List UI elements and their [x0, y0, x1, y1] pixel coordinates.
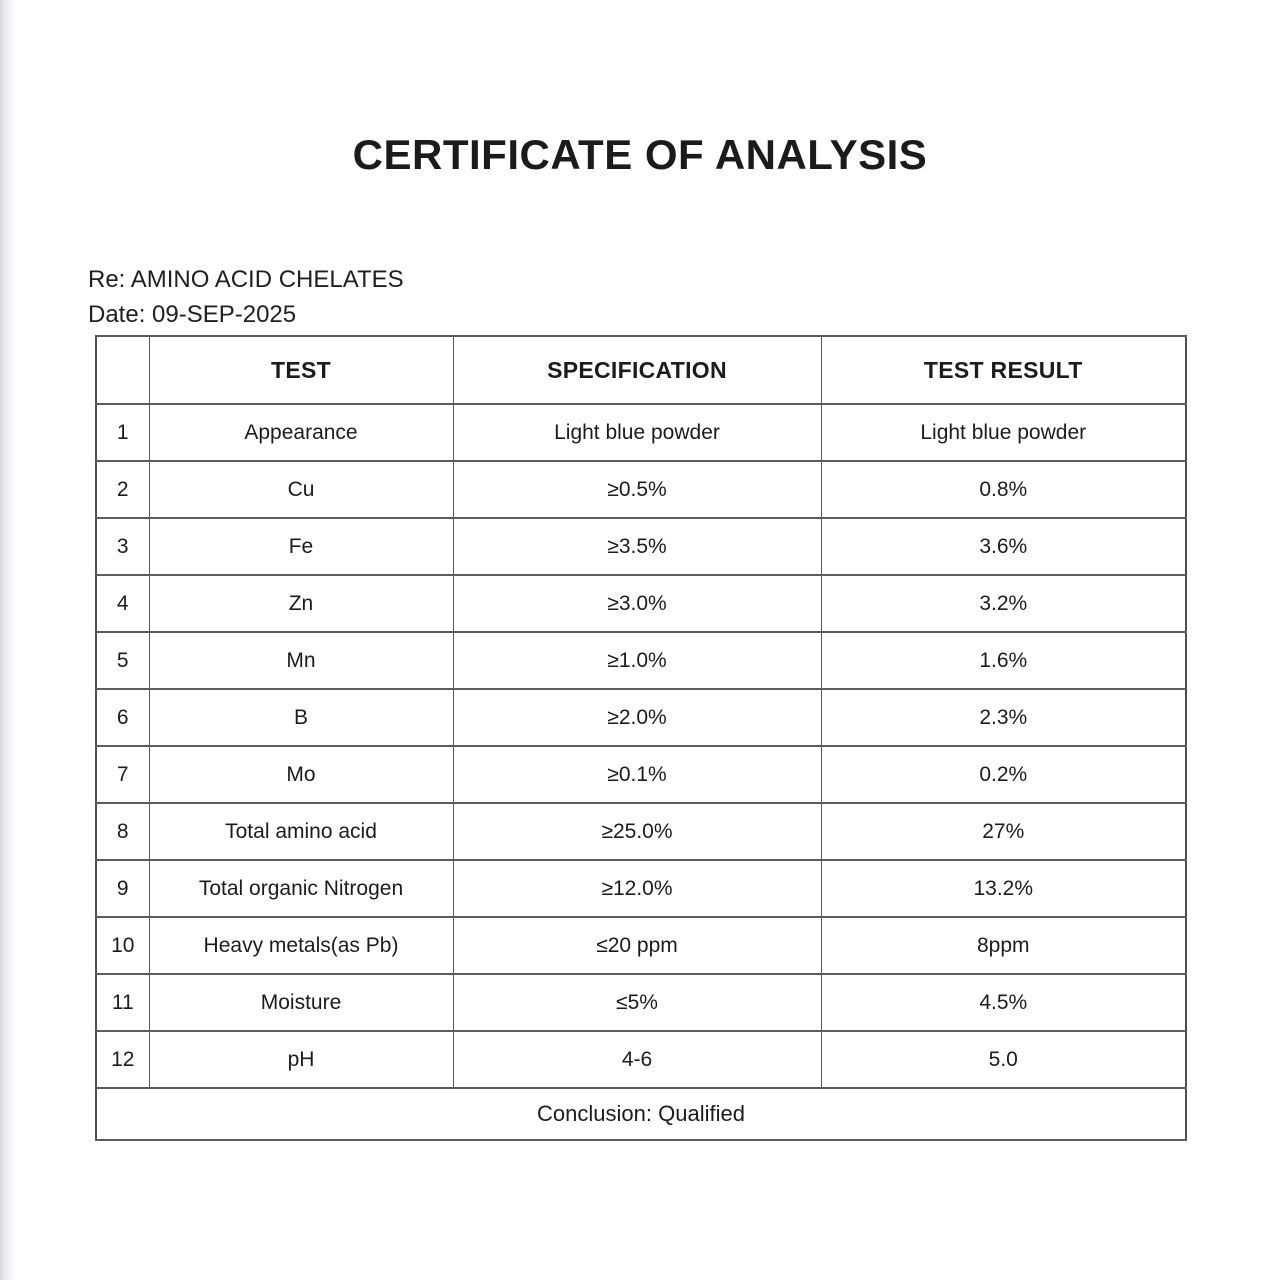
spec-cell: ≥3.5%	[453, 518, 821, 575]
result-cell: 3.6%	[821, 518, 1186, 575]
row-number-cell: 7	[96, 746, 149, 803]
result-cell: 5.0	[821, 1031, 1186, 1088]
conclusion-cell: Conclusion: Qualified	[96, 1088, 1186, 1140]
test-cell: Zn	[149, 575, 453, 632]
page-title: CERTIFICATE OF ANALYSIS	[352, 131, 928, 178]
test-cell: Moisture	[149, 974, 453, 1031]
test-cell: Total organic Nitrogen	[149, 860, 453, 917]
spec-cell: ≥3.0%	[453, 575, 821, 632]
row-number-cell: 8	[96, 803, 149, 860]
row-number-cell: 3	[96, 518, 149, 575]
result-cell: 3.2%	[821, 575, 1186, 632]
result-cell: 0.2%	[821, 746, 1186, 803]
page-scan-edge	[0, 0, 16, 1280]
result-cell: 4.5%	[821, 974, 1186, 1031]
test-cell: Fe	[149, 518, 453, 575]
date-line: Date: 09-SEP-2025	[88, 301, 297, 328]
spec-cell: ≥0.5%	[453, 461, 821, 518]
table-header-row	[96, 336, 1186, 404]
result-cell: Light blue powder	[821, 404, 1186, 461]
table-row	[96, 632, 1186, 689]
table-row	[96, 917, 1186, 974]
row-number-cell: 5	[96, 632, 149, 689]
table-row	[96, 803, 1186, 860]
test-cell: Appearance	[149, 404, 453, 461]
table-row	[96, 461, 1186, 518]
conclusion-row	[96, 1088, 1186, 1140]
table-row	[96, 1031, 1186, 1088]
row-number-cell: 10	[96, 917, 149, 974]
test-cell: Cu	[149, 461, 453, 518]
test-cell: B	[149, 689, 453, 746]
table-row	[96, 974, 1186, 1031]
spec-cell: ≤20 ppm	[453, 917, 821, 974]
table-row	[96, 404, 1186, 461]
table-row	[96, 518, 1186, 575]
row-number-cell: 2	[96, 461, 149, 518]
row-number-cell: 6	[96, 689, 149, 746]
spec-cell: ≥1.0%	[453, 632, 821, 689]
col-header-number	[96, 336, 149, 404]
spec-cell: ≤5%	[453, 974, 821, 1031]
table-row	[96, 575, 1186, 632]
col-header-test-result: TEST RESULT	[821, 336, 1186, 404]
spec-cell: ≥25.0%	[453, 803, 821, 860]
row-number-cell: 4	[96, 575, 149, 632]
spec-cell: ≥2.0%	[453, 689, 821, 746]
table-row	[96, 860, 1186, 917]
spec-cell: 4-6	[453, 1031, 821, 1088]
col-header-test: TEST	[149, 336, 453, 404]
test-cell: Heavy metals(as Pb)	[149, 917, 453, 974]
row-number-cell: 11	[96, 974, 149, 1031]
spec-cell: Light blue powder	[453, 404, 821, 461]
spec-cell: ≥12.0%	[453, 860, 821, 917]
analysis-table	[95, 335, 1187, 1141]
result-cell: 13.2%	[821, 860, 1186, 917]
test-cell: pH	[149, 1031, 453, 1088]
result-cell: 8ppm	[821, 917, 1186, 974]
test-cell: Mo	[149, 746, 453, 803]
test-cell: Total amino acid	[149, 803, 453, 860]
re-line: Re: AMINO ACID CHELATES	[88, 266, 404, 293]
row-number-cell: 9	[96, 860, 149, 917]
result-cell: 1.6%	[821, 632, 1186, 689]
col-header-specification: SPECIFICATION	[453, 336, 821, 404]
result-cell: 2.3%	[821, 689, 1186, 746]
table-row	[96, 746, 1186, 803]
row-number-cell: 1	[96, 404, 149, 461]
table-row	[96, 689, 1186, 746]
result-cell: 0.8%	[821, 461, 1186, 518]
test-cell: Mn	[149, 632, 453, 689]
spec-cell: ≥0.1%	[453, 746, 821, 803]
row-number-cell: 12	[96, 1031, 149, 1088]
document-meta	[88, 262, 404, 332]
result-cell: 27%	[821, 803, 1186, 860]
